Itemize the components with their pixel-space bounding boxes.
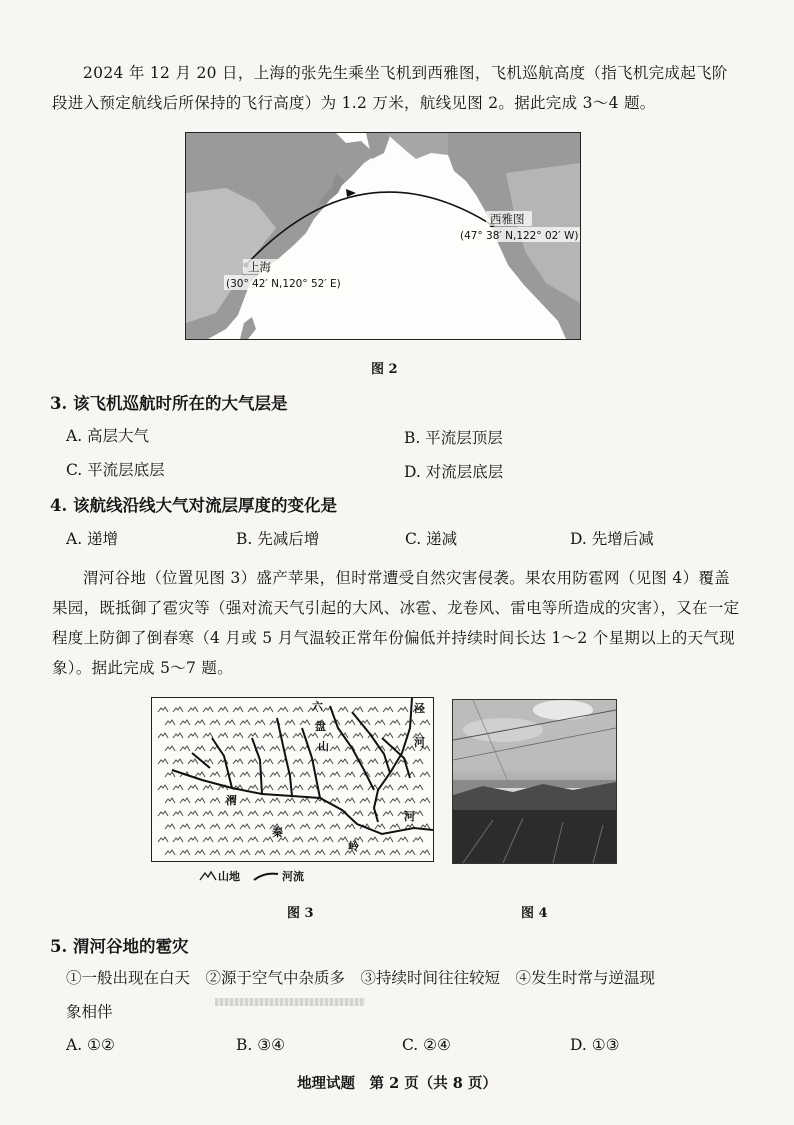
mountain-legend-icon xyxy=(200,872,216,880)
mountain-symbol xyxy=(285,824,295,829)
question-4-stem: 4. 该航线沿线大气对流层厚度的变化是 xyxy=(50,496,337,515)
mountain-symbol xyxy=(315,824,325,829)
mountain-symbol xyxy=(360,746,370,751)
mountain-symbol xyxy=(300,720,310,725)
mountain-symbol xyxy=(210,798,220,803)
origin-coordinates: (30° 42′ N,120° 52′ E) xyxy=(226,278,341,290)
mountain-symbol xyxy=(270,798,280,803)
mountain-symbol xyxy=(180,746,190,751)
mountain-symbol xyxy=(338,837,348,842)
mountain-symbol xyxy=(263,759,273,764)
mountain-symbol xyxy=(345,772,355,777)
figure-2-caption: 图 2 xyxy=(371,362,398,377)
destination-coordinates: (47° 38′ N,122° 02′ W) xyxy=(460,230,579,242)
river-branch-7 xyxy=(192,753,210,768)
mountain-symbol xyxy=(285,798,295,803)
mountain-symbol xyxy=(338,785,348,790)
question-5-stem: 5. 渭河谷地的雹灾 xyxy=(50,937,189,956)
figure-4-caption: 图 4 xyxy=(521,906,548,921)
mountain-symbol xyxy=(218,733,228,738)
mountain-symbol xyxy=(225,720,235,725)
mountain-symbol xyxy=(173,733,183,738)
question-5-statements-line-2: 象相伴 xyxy=(66,1003,113,1021)
mountain-symbol xyxy=(390,772,400,777)
mountain-symbol xyxy=(345,824,355,829)
mountain-symbol xyxy=(248,837,258,842)
mountain-symbol xyxy=(390,798,400,803)
mountain-symbol xyxy=(158,837,168,842)
label-liupan-3: 山 xyxy=(318,740,329,753)
mountain-symbol xyxy=(158,759,168,764)
mountain-symbol xyxy=(398,707,408,712)
question-3-stem: 3. 该飞机巡航时所在的大气层是 xyxy=(50,394,288,413)
mountain-symbol xyxy=(248,733,258,738)
mountain-symbol xyxy=(315,850,325,855)
mountain-symbol xyxy=(165,746,175,751)
mountain-symbol xyxy=(323,733,333,738)
mountain-symbol xyxy=(225,746,235,751)
mountain-symbol xyxy=(278,811,288,816)
mountain-symbol xyxy=(398,785,408,790)
river-branch-1 xyxy=(212,738,232,788)
mountain-symbol xyxy=(233,733,243,738)
mountain-symbol xyxy=(165,720,175,725)
mountain-symbol xyxy=(420,772,430,777)
label-ling: 岭 xyxy=(348,840,359,853)
destination-label: 西雅图 xyxy=(490,212,525,226)
question-5-option-c[interactable]: C. ②④ xyxy=(402,1036,451,1054)
mountain-symbol xyxy=(225,824,235,829)
mountain-symbol xyxy=(323,785,333,790)
mountain-symbol xyxy=(203,837,213,842)
question-3-option-d[interactable]: D. 对流层底层 xyxy=(404,463,504,481)
figure-3-legend xyxy=(198,868,348,884)
land-alaska xyxy=(386,133,448,159)
mountain-symbol xyxy=(368,707,378,712)
mountain-symbol xyxy=(375,824,385,829)
figure-2-route-map xyxy=(185,132,581,340)
mountain-symbol xyxy=(180,824,190,829)
mountain-symbol xyxy=(248,811,258,816)
page-footer: 地理试题 第 2 页（共 8 页） xyxy=(297,1075,497,1092)
mountain-symbol xyxy=(353,785,363,790)
mountain-symbol xyxy=(255,850,265,855)
mountain-symbol xyxy=(263,733,273,738)
mountain-symbol xyxy=(270,850,280,855)
question-5-option-b[interactable]: B. ③④ xyxy=(236,1036,286,1054)
question-4-option-b[interactable]: B. 先减后增 xyxy=(236,530,320,548)
mountain-symbol xyxy=(203,785,213,790)
mountain-symbol xyxy=(293,733,303,738)
river-branch-3 xyxy=(277,718,292,796)
mountain-symbol xyxy=(293,785,303,790)
mountain-symbol xyxy=(173,811,183,816)
mountain-symbol xyxy=(203,733,213,738)
scan-smudge xyxy=(215,998,365,1006)
mountain-symbol xyxy=(158,733,168,738)
mountain-symbol xyxy=(345,720,355,725)
mountain-symbol xyxy=(173,785,183,790)
mountain-symbol xyxy=(345,798,355,803)
mountain-symbol xyxy=(188,785,198,790)
mountain-symbol xyxy=(180,850,190,855)
question-3-option-b[interactable]: B. 平流层顶层 xyxy=(404,429,503,447)
mountain-symbol xyxy=(405,798,415,803)
mountain-symbol xyxy=(248,785,258,790)
question-4-option-c[interactable]: C. 递减 xyxy=(405,530,458,548)
mountain-symbol xyxy=(420,720,430,725)
mountain-symbol xyxy=(308,733,318,738)
mountain-symbol xyxy=(195,798,205,803)
mountain-symbol xyxy=(368,837,378,842)
land-philippines xyxy=(240,317,256,339)
mountain-symbol xyxy=(210,772,220,777)
question-3-option-a[interactable]: A. 高层大气 xyxy=(66,427,150,445)
mountain-symbol xyxy=(383,759,393,764)
mountain-symbol xyxy=(240,824,250,829)
mountain-symbol xyxy=(293,707,303,712)
mountain-symbol xyxy=(383,785,393,790)
mountain-symbol xyxy=(218,811,228,816)
legend-mountain-label: 山地 xyxy=(218,870,240,883)
mountain-symbol xyxy=(188,811,198,816)
mountain-symbol xyxy=(368,759,378,764)
weihe-map-svg xyxy=(152,698,433,861)
mountain-symbol xyxy=(195,772,205,777)
mountain-symbol xyxy=(420,798,430,803)
mountain-symbol xyxy=(165,824,175,829)
mountain-symbol xyxy=(330,798,340,803)
question-5-statements-line-1: ①一般出现在白天 ②源于空气中杂质多 ③持续时间往往较短 ④发生时常与逆温现 xyxy=(66,969,656,987)
label-jing-2: 河 xyxy=(414,736,425,749)
mountain-symbol xyxy=(248,759,258,764)
mountain-symbol xyxy=(293,837,303,842)
mountain-symbol xyxy=(210,824,220,829)
mountain-symbol xyxy=(383,811,393,816)
mountain-symbol xyxy=(240,798,250,803)
mountain-symbol xyxy=(330,772,340,777)
mountain-symbol xyxy=(180,720,190,725)
mountain-symbol xyxy=(233,811,243,816)
mountain-symbol xyxy=(308,837,318,842)
mountain-symbol xyxy=(255,798,265,803)
mountain-symbol xyxy=(353,707,363,712)
mountain-symbol xyxy=(248,707,258,712)
mountain-symbol xyxy=(390,850,400,855)
mountain-symbol xyxy=(263,707,273,712)
mountain-symbol xyxy=(398,837,408,842)
mountain-symbol xyxy=(233,707,243,712)
photo-svg xyxy=(453,700,616,863)
figure-3-weihe-map xyxy=(151,697,434,862)
mountain-symbol xyxy=(323,759,333,764)
mountain-symbol xyxy=(420,850,430,855)
mountain-symbol xyxy=(383,837,393,842)
mountain-symbol xyxy=(255,824,265,829)
mountain-symbol xyxy=(165,772,175,777)
mountain-symbol xyxy=(218,707,228,712)
mountain-symbol xyxy=(270,746,280,751)
mountain-symbol xyxy=(330,824,340,829)
mountain-symbol xyxy=(360,850,370,855)
mountain-symbol xyxy=(300,850,310,855)
mountain-symbol xyxy=(300,772,310,777)
intro-paragraph-weihe: 渭河谷地（位置见图 3）盛产苹果，但时常遭受自然灾害侵袭。果农用防雹网（见图 4）覆盖果园，既抵御了雹灾等（强对流天气引起的大风、冰雹、龙卷风、雷电等所造成的灾害），又在一定程度上防御了倒春寒（4 月或 5 月气温较正常年份偏低并持续时间长达 1～2 个星期以上的天气现象）。据此完成 5～7 题。 xyxy=(52,569,740,677)
question-3-option-c[interactable]: C. 平流层底层 xyxy=(66,461,165,479)
mountain-symbol xyxy=(225,850,235,855)
mountain-symbol xyxy=(188,837,198,842)
route-map-svg xyxy=(186,133,580,339)
mountain-symbol xyxy=(173,707,183,712)
mountain-symbol xyxy=(203,811,213,816)
mountain-symbol xyxy=(293,759,303,764)
river-branch-5 xyxy=(330,706,374,790)
mountain-symbol xyxy=(203,707,213,712)
mountain-symbol xyxy=(188,707,198,712)
river-branch-2 xyxy=(252,738,262,794)
mountain-symbol xyxy=(390,824,400,829)
mountain-symbol xyxy=(218,837,228,842)
mountain-symbol xyxy=(173,759,183,764)
mountain-symbol xyxy=(323,811,333,816)
mountain-symbol xyxy=(233,837,243,842)
question-4-option-d[interactable]: D. 先增后减 xyxy=(570,530,654,548)
mountain-symbol xyxy=(195,850,205,855)
mountain-symbol xyxy=(285,720,295,725)
question-5-option-a[interactable]: A. ①② xyxy=(66,1036,115,1054)
mountain-symbol xyxy=(383,733,393,738)
mountain-symbol xyxy=(195,824,205,829)
mountain-symbol xyxy=(240,746,250,751)
label-jing-1: 泾 xyxy=(414,702,425,715)
mountain-symbol xyxy=(353,733,363,738)
mountain-symbol xyxy=(263,785,273,790)
mountain-symbol xyxy=(195,720,205,725)
mountain-symbol xyxy=(240,772,250,777)
mountain-symbol xyxy=(300,798,310,803)
mountain-symbol xyxy=(285,746,295,751)
question-4-option-a[interactable]: A. 递增 xyxy=(66,530,119,548)
mountain-symbol xyxy=(158,785,168,790)
origin-label: 上海 xyxy=(248,260,271,274)
mountain-symbol xyxy=(188,733,198,738)
mountain-symbol xyxy=(413,785,423,790)
mountain-symbol xyxy=(300,824,310,829)
mountain-symbol xyxy=(210,720,220,725)
mountain-symbol xyxy=(195,746,205,751)
mountain-symbol xyxy=(375,720,385,725)
mountain-symbol xyxy=(413,837,423,842)
label-he: 河 xyxy=(404,810,415,823)
mountain-symbol xyxy=(405,850,415,855)
label-liupan-2: 盘 xyxy=(315,720,326,733)
label-wei: 渭 xyxy=(226,794,237,807)
mountain-symbol xyxy=(308,785,318,790)
mountain-symbol xyxy=(278,785,288,790)
mountain-symbol xyxy=(285,850,295,855)
mountain-symbol xyxy=(375,850,385,855)
river-branch-6 xyxy=(352,712,390,773)
mountain-symbol xyxy=(330,850,340,855)
mountain-symbol xyxy=(338,759,348,764)
mountain-symbol xyxy=(188,759,198,764)
mountain-symbol xyxy=(413,759,423,764)
mountain-symbol xyxy=(210,850,220,855)
mountain-symbol xyxy=(293,811,303,816)
mountain-symbol xyxy=(338,707,348,712)
mountain-symbol xyxy=(278,707,288,712)
mountain-symbol xyxy=(240,850,250,855)
mountain-symbol xyxy=(383,707,393,712)
mountain-symbol xyxy=(390,720,400,725)
mountain-symbol xyxy=(375,772,385,777)
river-jinghe xyxy=(374,698,412,822)
mountain-symbol xyxy=(240,720,250,725)
legend-river-label: 河流 xyxy=(282,870,304,883)
label-qin: 秦 xyxy=(272,826,283,839)
mountain-symbol xyxy=(323,837,333,842)
intro-paragraph-flight: 2024 年 12 月 20 日，上海的张先生乘坐飞机到西雅图，飞机巡航高度（指飞机完成起飞阶段进入预定航线后所保持的飞行高度）为 1.2 万米，航线见图 2。据此完成 3～4 题。 xyxy=(52,64,728,112)
figure-3-caption: 图 3 xyxy=(287,906,314,921)
label-liupan-1: 六 xyxy=(312,700,323,713)
river-legend-icon xyxy=(254,874,278,880)
mountain-symbol xyxy=(308,811,318,816)
mountain-symbol xyxy=(173,837,183,842)
mountain-symbol xyxy=(158,811,168,816)
mountain-symbol xyxy=(180,798,190,803)
mountain-symbol xyxy=(263,811,273,816)
mountain-symbol xyxy=(165,798,175,803)
question-5-option-d[interactable]: D. ①③ xyxy=(570,1036,620,1054)
mountain-symbol xyxy=(360,798,370,803)
figure-4-hail-net-photo xyxy=(452,699,617,864)
mountain-symbol xyxy=(330,746,340,751)
mountain-symbol xyxy=(158,707,168,712)
mountain-symbol xyxy=(270,772,280,777)
mountain-symbol xyxy=(353,811,363,816)
mountain-symbol xyxy=(255,720,265,725)
mountain-symbol xyxy=(233,759,243,764)
mountain-symbol xyxy=(165,850,175,855)
